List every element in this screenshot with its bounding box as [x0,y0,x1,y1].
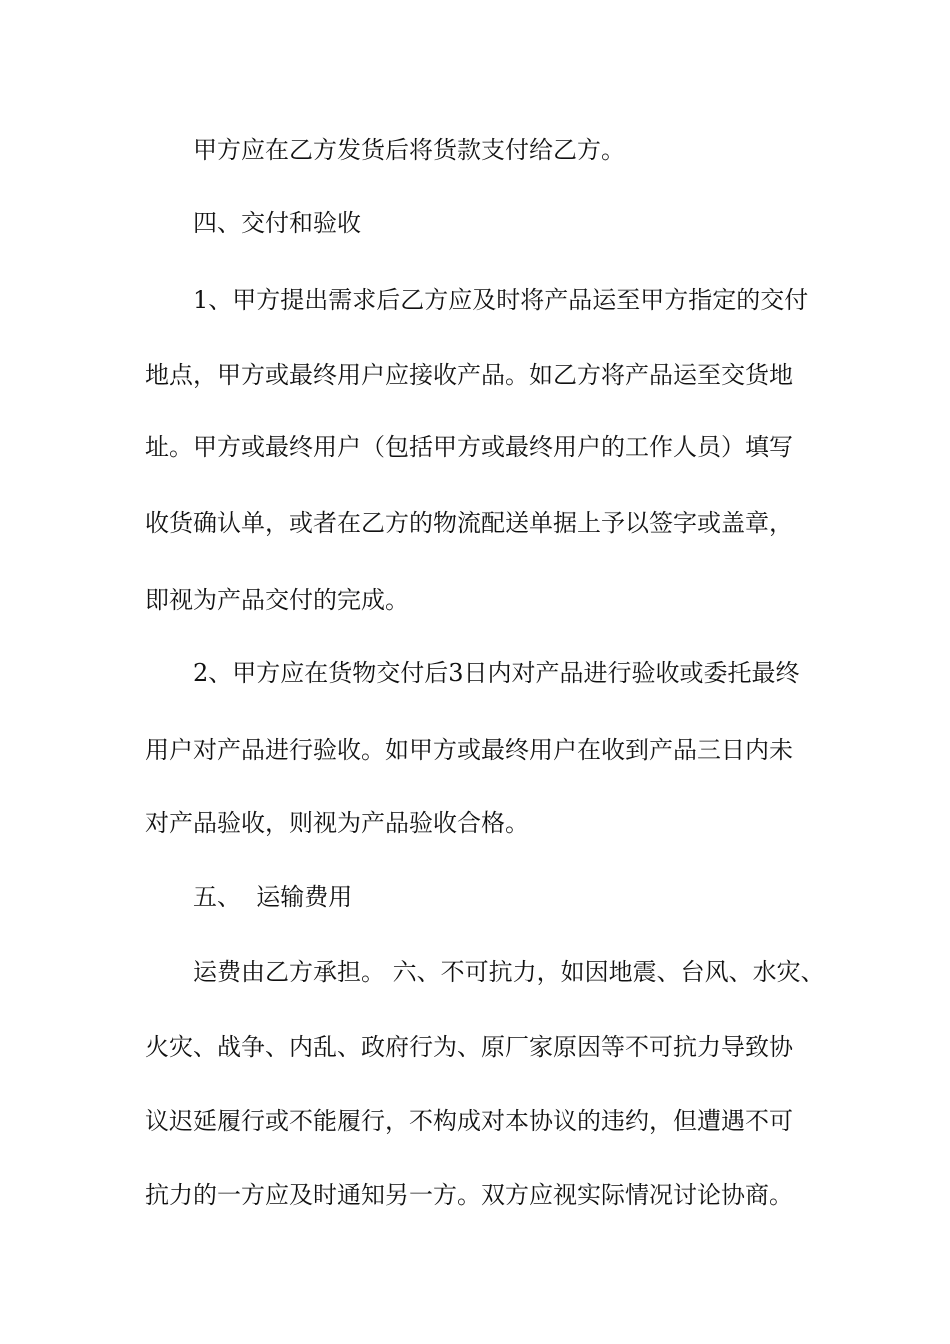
section-heading-5: 五、 运输费用 [193,883,353,911]
text-line-1: 甲方应在乙方发货后将货款支付给乙方。 [193,136,625,164]
text-line-12: 运费由乙方承担。 六、不可抗力，如因地震、台风、水灾、 [193,958,825,986]
text-line-5: 址。甲方或最终用户（包括甲方或最终用户的工作人员）填写 [145,433,793,461]
text-line-7: 即视为产品交付的完成。 [145,586,409,614]
text-line-9: 用户对产品进行验收。如甲方或最终用户在收到产品三日内未 [145,736,793,764]
section-heading-4: 四、交付和验收 [193,209,361,237]
text-line-10: 对产品验收，则视为产品验收合格。 [145,809,529,837]
text-line-6: 收货确认单，或者在乙方的物流配送单据上予以签字或盖章， [145,509,793,537]
text-line-14: 议迟延履行或不能履行，不构成对本协议的违约，但遭遇不可 [145,1107,793,1135]
text-line-8: 2、甲方应在货物交付后3日内对产品进行验收或委托最终 [193,659,800,687]
text-line-3: 1、甲方提出需求后乙方应及时将产品运至甲方指定的交付 [193,286,809,314]
text-line-4: 地点，甲方或最终用户应接收产品。如乙方将产品运至交货地 [145,361,793,389]
text-line-13: 火灾、战争、内乱、政府行为、原厂家原因等不可抗力导致协 [145,1033,793,1061]
text-line-15: 抗力的一方应及时通知另一方。双方应视实际情况讨论协商。 [145,1181,793,1209]
